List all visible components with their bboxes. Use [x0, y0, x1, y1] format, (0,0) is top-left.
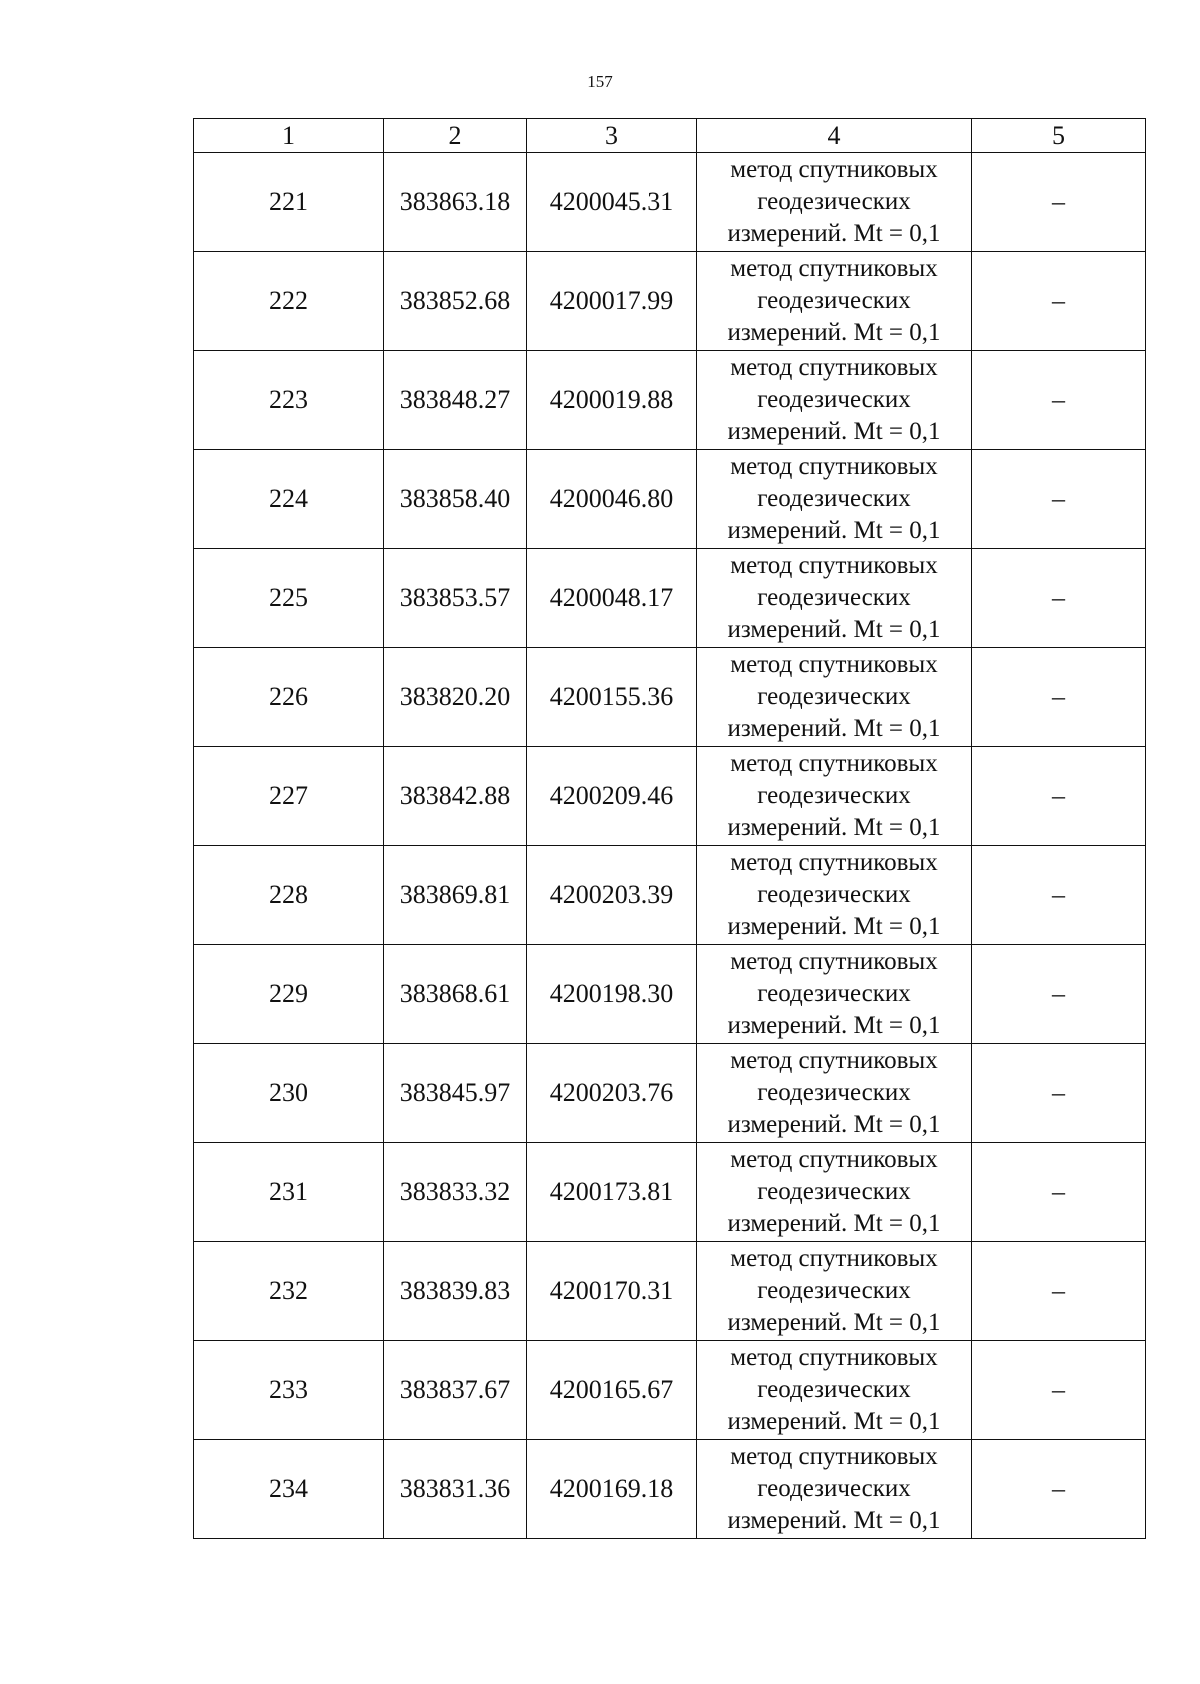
method-line: измерений. Mt = 0,1: [727, 418, 941, 445]
method-cell: [697, 252, 972, 351]
method-cell: [697, 945, 972, 1044]
method-line: геодезических: [757, 287, 911, 314]
table-row: [194, 1143, 1146, 1242]
table-row: [194, 351, 1146, 450]
table-row: [194, 747, 1146, 846]
method-line: метод спутниковых: [730, 1245, 938, 1272]
y-coordinate-cell: 4200173.81: [527, 1143, 697, 1242]
method-line: геодезических: [757, 485, 911, 512]
method-line: геодезических: [757, 188, 911, 215]
note-cell: –: [972, 945, 1146, 1044]
point-number-cell: 223: [194, 351, 384, 450]
x-coordinate-cell: 383837.67: [384, 1341, 527, 1440]
table-row: [194, 252, 1146, 351]
x-coordinate-cell: 383868.61: [384, 945, 527, 1044]
coordinates-table: [193, 118, 1146, 1539]
point-number-cell: 233: [194, 1341, 384, 1440]
x-coordinate-cell: 383852.68: [384, 252, 527, 351]
note-cell: –: [972, 1044, 1146, 1143]
method-line: метод спутниковых: [730, 948, 938, 975]
method-line: геодезических: [757, 386, 911, 413]
point-number-cell: 234: [194, 1440, 384, 1539]
x-coordinate-cell: 383863.18: [384, 153, 527, 252]
x-coordinate-cell: 383848.27: [384, 351, 527, 450]
y-coordinate-cell: 4200048.17: [527, 549, 697, 648]
table-body: [194, 153, 1146, 1539]
note-cell: –: [972, 153, 1146, 252]
y-coordinate-cell: 4200046.80: [527, 450, 697, 549]
x-coordinate-cell: 383853.57: [384, 549, 527, 648]
y-coordinate-cell: 4200165.67: [527, 1341, 697, 1440]
method-cell: [697, 153, 972, 252]
note-cell: –: [972, 351, 1146, 450]
table-row: [194, 153, 1146, 252]
table-row: [194, 1341, 1146, 1440]
table-row: [194, 1242, 1146, 1341]
method-cell: [697, 648, 972, 747]
note-cell: –: [972, 747, 1146, 846]
header-col-2: 2: [384, 119, 527, 153]
method-line: геодезических: [757, 1376, 911, 1403]
table-row: [194, 450, 1146, 549]
table-header: [194, 119, 1146, 153]
method-line: метод спутниковых: [730, 651, 938, 678]
method-cell: [697, 1143, 972, 1242]
note-cell: –: [972, 1341, 1146, 1440]
x-coordinate-cell: 383869.81: [384, 846, 527, 945]
method-line: измерений. Mt = 0,1: [727, 814, 941, 841]
table-row: [194, 945, 1146, 1044]
y-coordinate-cell: 4200209.46: [527, 747, 697, 846]
note-cell: –: [972, 450, 1146, 549]
method-line: измерений. Mt = 0,1: [727, 1309, 941, 1336]
point-number-cell: 227: [194, 747, 384, 846]
point-number-cell: 230: [194, 1044, 384, 1143]
note-cell: –: [972, 846, 1146, 945]
method-line: геодезических: [757, 1178, 911, 1205]
note-cell: –: [972, 1143, 1146, 1242]
method-line: измерений. Mt = 0,1: [727, 1111, 941, 1138]
y-coordinate-cell: 4200019.88: [527, 351, 697, 450]
method-line: геодезических: [757, 1475, 911, 1502]
method-cell: [697, 1440, 972, 1539]
method-line: геодезических: [757, 683, 911, 710]
method-line: измерений. Mt = 0,1: [727, 1210, 941, 1237]
x-coordinate-cell: 383839.83: [384, 1242, 527, 1341]
method-cell: [697, 747, 972, 846]
table-row: [194, 1044, 1146, 1143]
point-number-cell: 222: [194, 252, 384, 351]
method-line: метод спутниковых: [730, 1047, 938, 1074]
header-col-3: 3: [527, 119, 697, 153]
y-coordinate-cell: 4200203.76: [527, 1044, 697, 1143]
point-number-cell: 232: [194, 1242, 384, 1341]
x-coordinate-cell: 383845.97: [384, 1044, 527, 1143]
method-line: геодезических: [757, 980, 911, 1007]
header-col-4: 4: [697, 119, 972, 153]
point-number-cell: 224: [194, 450, 384, 549]
method-cell: [697, 846, 972, 945]
point-number-cell: 231: [194, 1143, 384, 1242]
method-line: метод спутниковых: [730, 453, 938, 480]
method-line: геодезических: [757, 584, 911, 611]
method-line: геодезических: [757, 1079, 911, 1106]
method-cell: [697, 1044, 972, 1143]
note-cell: –: [972, 1242, 1146, 1341]
note-cell: –: [972, 549, 1146, 648]
page-number: 157: [587, 72, 613, 91]
method-line: измерений. Mt = 0,1: [727, 913, 941, 940]
method-line: измерений. Mt = 0,1: [727, 1408, 941, 1435]
method-cell: [697, 1242, 972, 1341]
table-row: [194, 846, 1146, 945]
x-coordinate-cell: 383831.36: [384, 1440, 527, 1539]
header-col-5: 5: [972, 119, 1146, 153]
method-line: геодезических: [757, 881, 911, 908]
y-coordinate-cell: 4200203.39: [527, 846, 697, 945]
method-cell: [697, 549, 972, 648]
x-coordinate-cell: 383820.20: [384, 648, 527, 747]
method-line: метод спутниковых: [730, 1443, 938, 1470]
header-col-1: 1: [194, 119, 384, 153]
header-row: [194, 119, 1146, 153]
y-coordinate-cell: 4200170.31: [527, 1242, 697, 1341]
note-cell: –: [972, 1440, 1146, 1539]
point-number-cell: 226: [194, 648, 384, 747]
method-line: метод спутниковых: [730, 849, 938, 876]
y-coordinate-cell: 4200017.99: [527, 252, 697, 351]
method-line: метод спутниковых: [730, 354, 938, 381]
table-row: [194, 549, 1146, 648]
y-coordinate-cell: 4200045.31: [527, 153, 697, 252]
method-line: метод спутниковых: [730, 552, 938, 579]
y-coordinate-cell: 4200155.36: [527, 648, 697, 747]
table-row: [194, 648, 1146, 747]
x-coordinate-cell: 383858.40: [384, 450, 527, 549]
point-number-cell: 228: [194, 846, 384, 945]
method-line: метод спутниковых: [730, 1344, 938, 1371]
note-cell: –: [972, 252, 1146, 351]
point-number-cell: 229: [194, 945, 384, 1044]
method-line: метод спутниковых: [730, 750, 938, 777]
method-line: измерений. Mt = 0,1: [727, 715, 941, 742]
method-line: измерений. Mt = 0,1: [727, 1012, 941, 1039]
method-line: измерений. Mt = 0,1: [727, 616, 941, 643]
method-line: метод спутниковых: [730, 1146, 938, 1173]
y-coordinate-cell: 4200198.30: [527, 945, 697, 1044]
x-coordinate-cell: 383833.32: [384, 1143, 527, 1242]
method-line: метод спутниковых: [730, 255, 938, 282]
method-line: геодезических: [757, 782, 911, 809]
method-line: измерений. Mt = 0,1: [727, 319, 941, 346]
method-line: метод спутниковых: [730, 156, 938, 183]
method-line: измерений. Mt = 0,1: [727, 220, 941, 247]
note-cell: –: [972, 648, 1146, 747]
table-row: [194, 1440, 1146, 1539]
x-coordinate-cell: 383842.88: [384, 747, 527, 846]
point-number-cell: 225: [194, 549, 384, 648]
method-line: измерений. Mt = 0,1: [727, 1507, 941, 1534]
method-line: измерений. Mt = 0,1: [727, 517, 941, 544]
method-cell: [697, 1341, 972, 1440]
y-coordinate-cell: 4200169.18: [527, 1440, 697, 1539]
method-cell: [697, 450, 972, 549]
point-number-cell: 221: [194, 153, 384, 252]
method-cell: [697, 351, 972, 450]
method-line: геодезических: [757, 1277, 911, 1304]
